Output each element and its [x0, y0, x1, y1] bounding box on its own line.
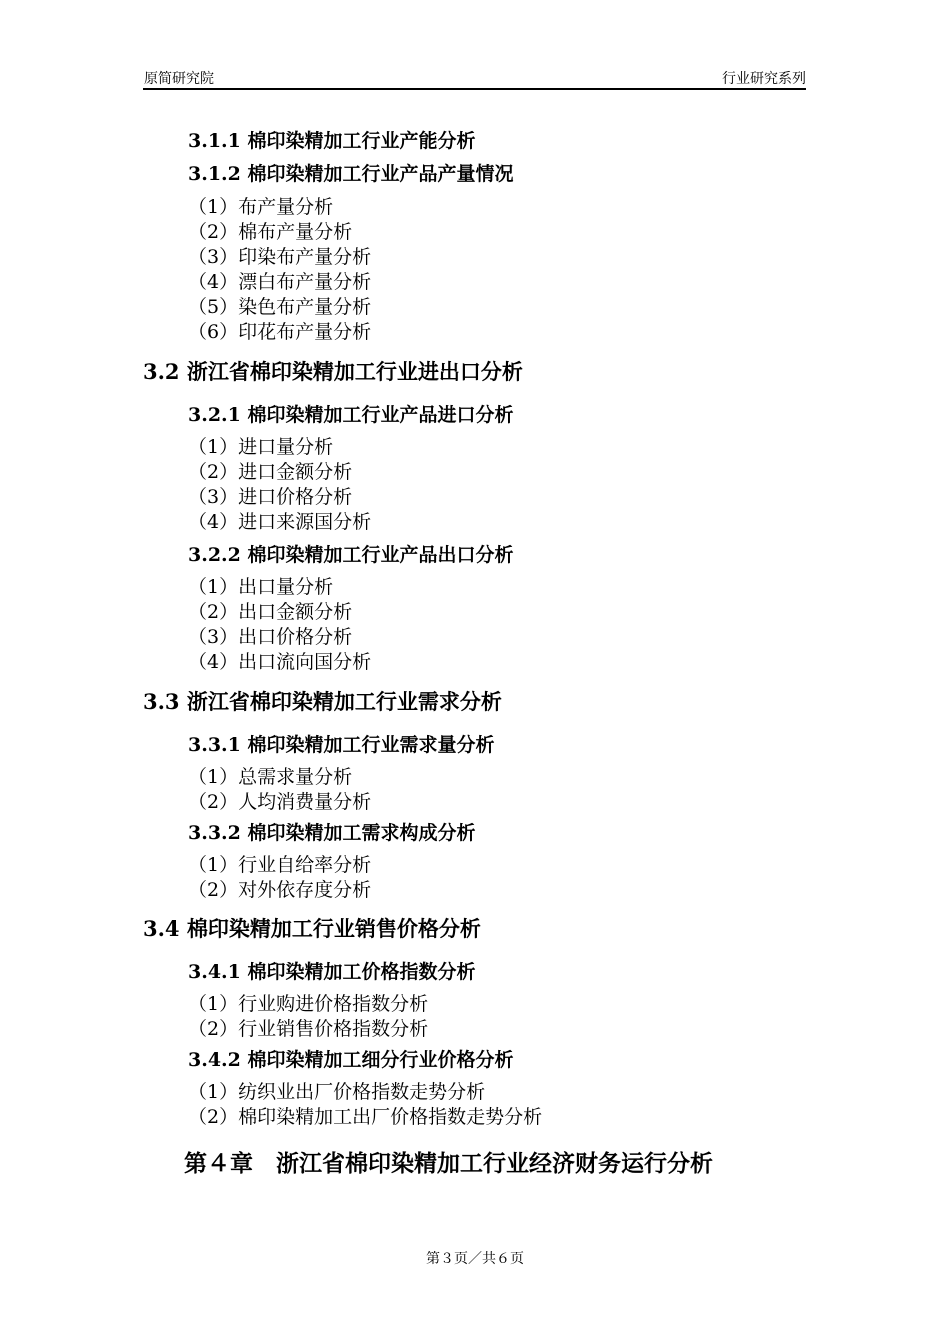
toc-item: （1）行业购进价格指数分析: [188, 993, 429, 1015]
toc-section-3-1-1: 3.1.1 棉印染精加工行业产能分析: [188, 130, 476, 152]
toc-section-3-3-1: 3.3.1 棉印染精加工行业需求量分析: [188, 734, 495, 756]
toc-item: （2）出口金额分析: [188, 601, 353, 623]
toc-item: （1）行业自给率分析: [188, 854, 372, 876]
header-org: 原简研究院: [144, 71, 214, 87]
header-series: 行业研究系列: [722, 71, 806, 87]
toc-item: （2）进口金额分析: [188, 461, 353, 483]
toc-item: （3）进口价格分析: [188, 486, 353, 508]
toc-item: （2）行业销售价格指数分析: [188, 1018, 429, 1040]
toc-item: （2）对外依存度分析: [188, 879, 372, 901]
toc-item: （3）印染布产量分析: [188, 246, 372, 268]
toc-item: （4）漂白布产量分析: [188, 271, 372, 293]
toc-item: （1）纺织业出厂价格指数走势分析: [188, 1081, 486, 1103]
toc-item: （2）棉印染精加工出厂价格指数走势分析: [188, 1106, 543, 1128]
toc-item: （5）染色布产量分析: [188, 296, 372, 318]
toc-item: （2）棉布产量分析: [188, 221, 353, 243]
toc-item: （6）印花布产量分析: [188, 321, 372, 343]
toc-section-3-2-2: 3.2.2 棉印染精加工行业产品出口分析: [188, 544, 514, 566]
toc-item: （1）总需求量分析: [188, 766, 353, 788]
toc-section-3-1-2: 3.1.2 棉印染精加工行业产品产量情况: [188, 163, 514, 185]
toc-item: （3）出口价格分析: [188, 626, 353, 648]
toc-item: （1）布产量分析: [188, 196, 334, 218]
toc-section-3-3: 3.3 浙江省棉印染精加工行业需求分析: [143, 689, 502, 714]
toc-section-3-3-2: 3.3.2 棉印染精加工需求构成分析: [188, 822, 476, 844]
toc-item: （4）进口来源国分析: [188, 511, 372, 533]
toc-item: （1）出口量分析: [188, 576, 334, 598]
toc-section-3-4-2: 3.4.2 棉印染精加工细分行业价格分析: [188, 1049, 514, 1071]
toc-item: （4）出口流向国分析: [188, 651, 372, 673]
toc-section-3-4-1: 3.4.1 棉印染精加工价格指数分析: [188, 961, 476, 983]
page-number: 第３页／共６页: [426, 1251, 524, 1267]
toc-section-3-2: 3.2 浙江省棉印染精加工行业进出口分析: [143, 359, 523, 384]
toc-section-3-4: 3.4 棉印染精加工行业销售价格分析: [143, 916, 481, 941]
toc-section-3-2-1: 3.2.1 棉印染精加工行业产品进口分析: [188, 404, 514, 426]
toc-chapter-4: 第４章 浙江省棉印染精加工行业经济财务运行分析: [184, 1151, 713, 1177]
toc-item: （2）人均消费量分析: [188, 791, 372, 813]
page-header: [143, 66, 806, 90]
toc-item: （1）进口量分析: [188, 436, 334, 458]
